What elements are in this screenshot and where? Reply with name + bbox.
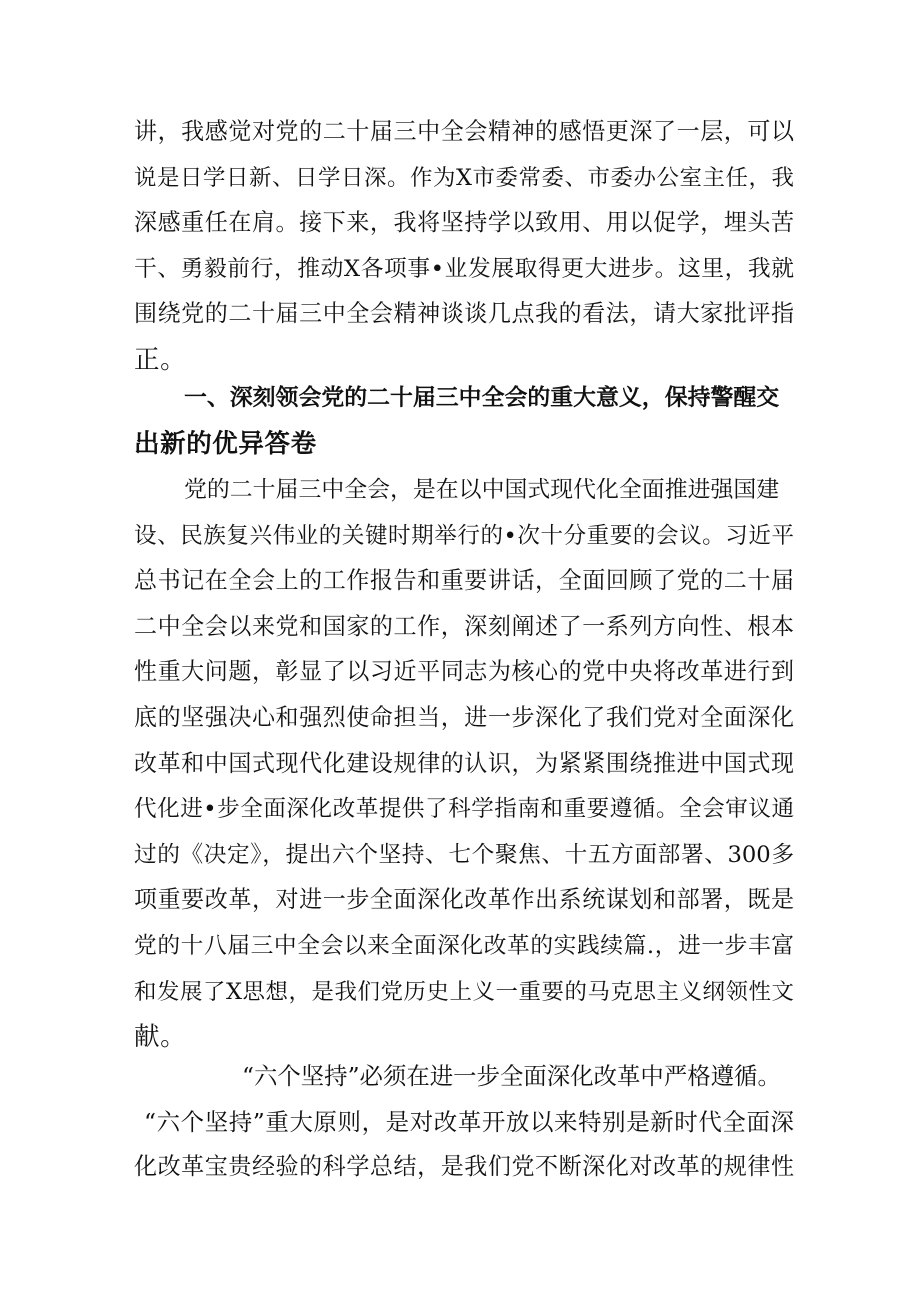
heading-line: 一、深刻领会党的二十届三中全会的重大意义，保持警醒交 — [184, 385, 780, 411]
text-line: 设、民族复兴伟业的关键时期举行的•次十分重要的会议。习近平 — [134, 522, 794, 549]
text-line: 改革和中国式现代化建设规律的认识，为紧紧围绕推进中国式现 — [134, 750, 794, 777]
text-line: 讲，我感觉对党的二十届三中全会精神的感悟更深了一层，可以 — [134, 119, 794, 145]
text-line: 总书记在全会上的工作报告和重要讲话，全面回顾了党的二十届 — [134, 568, 794, 595]
text-line: 献。 — [134, 1022, 187, 1053]
text-line: 党的十八届三中全会以来全面深化改革的实践续篇.，进一步丰富 — [134, 932, 794, 959]
text-line: 和发展了X思想，是我们党历史上义一重要的马克思主义纲领性文 — [134, 978, 794, 1005]
section-heading-one — [134, 376, 794, 467]
text-line: “六个坚持”重大原则，是对改革开放以来特别是新时代全面深 — [144, 1107, 794, 1136]
body-paragraph-two — [134, 1054, 794, 1191]
text-line: 过的《决定》，提出六个坚持、七个聚焦、十五方面部署、300多 — [134, 841, 794, 868]
heading-line: 出新的优异答卷 — [134, 428, 317, 459]
text-line: 性重大问题，彰显了以习近平同志为核心的党中央将改革进行到 — [134, 659, 794, 686]
body-paragraph-one — [134, 468, 794, 1061]
text-line: 项重要改革，对进一步全面深化改革作出系统谋划和部署，既是 — [134, 887, 794, 914]
text-line: 化改革宝贵经验的科学总结，是我们党不断深化对改革的规律性 — [134, 1154, 794, 1181]
intro-paragraph — [134, 110, 794, 384]
text-line: 围绕党的二十届三中全会精神谈谈几点我的看法，请大家批评指 — [134, 301, 794, 328]
text-line: 二中全会以来党和国家的工作，深刻阐述了一系列方向性、根本 — [134, 613, 794, 640]
text-line: 代化进•步全面深化改革提供了科学指南和重要遵循。全会审议通 — [134, 796, 794, 823]
text-line: 党的二十届三中全会，是在以中国式现代化全面推进强国建 — [184, 477, 780, 503]
text-line: 正。 — [134, 344, 187, 375]
text-line: 说是日学日新、日学日深。作为X市委常委、市委办公室主任，我 — [134, 164, 794, 191]
text-line: 底的坚强决心和强烈使命担当，进一步深化了我们党对全面深化 — [134, 704, 794, 731]
text-line: 深感重任在肩。接下来，我将坚持学以致用、用以促学，埋头苦 — [134, 210, 794, 237]
text-line: 干、勇毅前行，推动X各项事•业发展取得更大进步。这里，我就 — [134, 255, 794, 282]
text-line: “六个坚持”必须在进一步全面深化改革中严格遵循。 — [242, 1062, 781, 1090]
